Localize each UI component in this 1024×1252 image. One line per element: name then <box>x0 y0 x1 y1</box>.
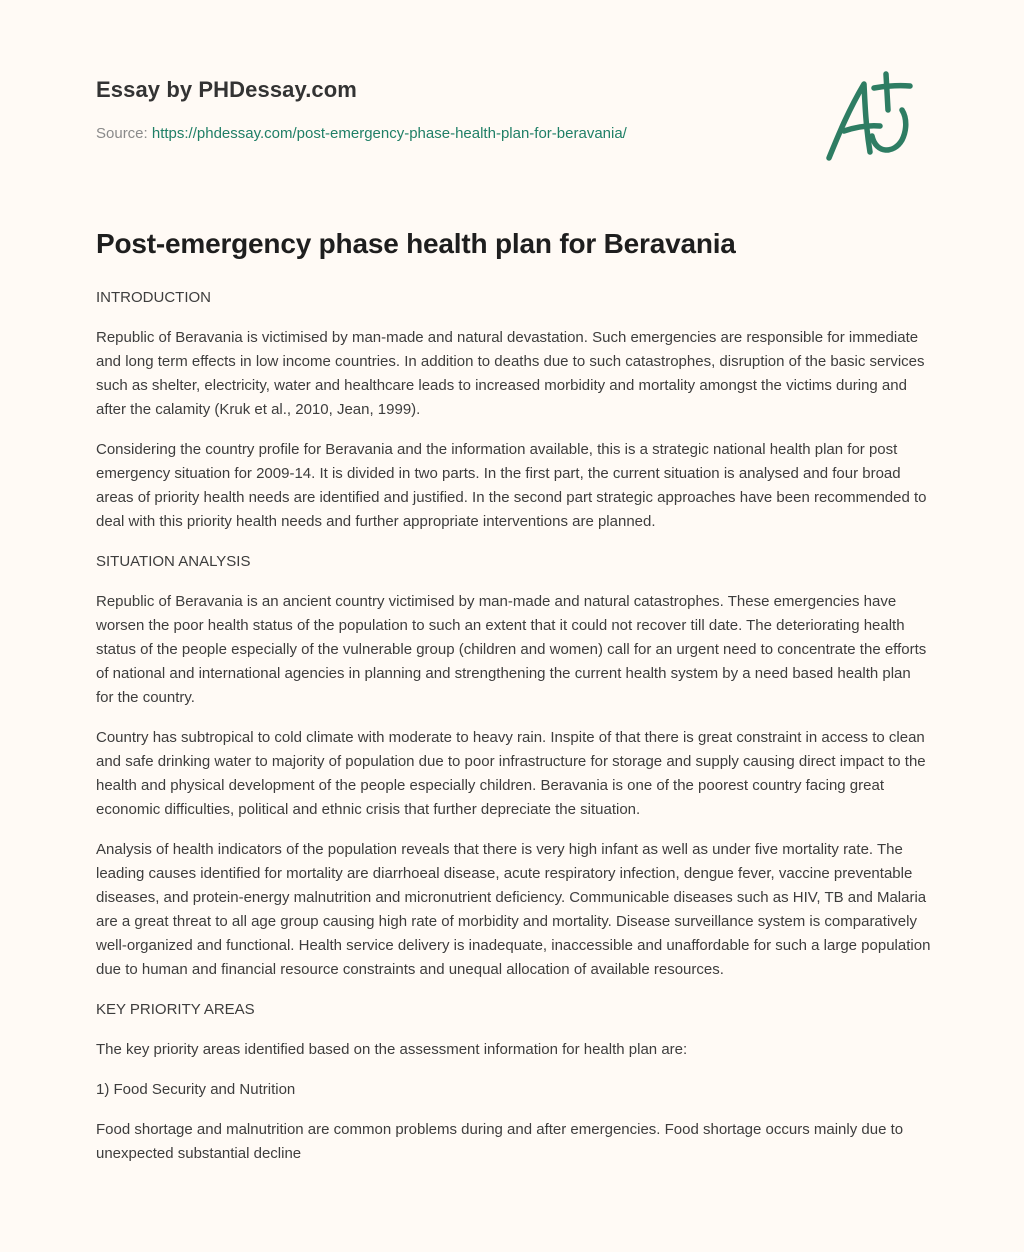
paragraph: Republic of Beravania is an ancient country victimised by man-made and natural catastrophes. These emergencies have worsen the poor health status of the population to such an extent that it could not recover till date. The deteriorating health status of the people especially of the vulnerable group (children and women) call for an urgent need to concentrate the efforts of national and international agencies in planning and strengthening the current health system by a need based health plan for the country. <box>96 593 927 706</box>
section-heading-situation-analysis: SITUATION ANALYSIS <box>96 553 251 570</box>
paragraph: Considering the country profile for Beravania and the information available, this is a strategic national health plan for post emergency situation for 2009-14. It is divided in two parts. In the first part, the current situation is analysed and four broad areas of priority health needs are identified and justified. In the second part strategic approaches have been recommended to deal with this priority health needs and further appropriate interventions are planned. <box>96 441 927 530</box>
paragraph: The key priority areas identified based on the assessment information for health plan are: <box>96 1041 688 1058</box>
paragraph: Republic of Beravania is victimised by man-made and natural devastation. Such emergencies are responsible for immediate and long term effects in low income countries. In addition to deaths due to such catastrophes, disruption of the basic services such as shelter, electricity, water and healthcare leads to increased morbidity and mortality amongst the victims during and after the calamity (Kruk et al., 2010, Jean, 1999). <box>96 329 925 418</box>
paragraph: Analysis of health indicators of the population reveals that there is very high infant as well as under five mortality rate. The leading causes identified for mortality are diarrhoeal disease, acute respiratory infection, dengue fever, vaccine preventable diseases, and protein-energy malnutrition and micronutrient deficiency. Communicable diseases such as HIV, TB and Malaria are a great threat to all age group causing high rate of morbidity and mortality. Disease surveillance system is comparatively well-organized and functional. Health service delivery is inadequate, inaccessible and unaffordable for such a large population due to human and financial resource constraints and unequal allocation of available resources. <box>96 841 931 978</box>
paragraph: Food shortage and malnutrition are common problems during and after emergencies. Food shortage occurs mainly due to unexpected substantial decline <box>96 1121 904 1162</box>
paragraph: Country has subtropical to cold climate with moderate to heavy rain. Inspite of that there is great constraint in access to clean and safe drinking water to majority of population due to poor infrastructure for storage and supply causing direct impact to the health and physical development of the people especially children. Beravania is one of the poorest country facing great economic difficulties, political and ethnic crisis that further depreciate the situation. <box>96 729 926 818</box>
a-plus-grade-icon <box>820 66 930 166</box>
section-heading-key-priority-areas: KEY PRIORITY AREAS <box>96 1001 255 1018</box>
source-label: Source: <box>96 125 148 142</box>
site-title: Essay by PHDessay.com <box>96 77 357 102</box>
subheading-food-security: 1) Food Security and Nutrition <box>96 1081 296 1098</box>
section-heading-introduction: INTRODUCTION <box>96 289 211 306</box>
essay-content <box>96 224 932 1182</box>
source-line <box>96 124 796 144</box>
essay-title: Post-emergency phase health plan for Beravania <box>96 228 736 259</box>
page-header <box>96 76 796 144</box>
source-link[interactable]: https://phdessay.com/post-emergency-phase-health-plan-for-beravania/ <box>151 125 627 142</box>
